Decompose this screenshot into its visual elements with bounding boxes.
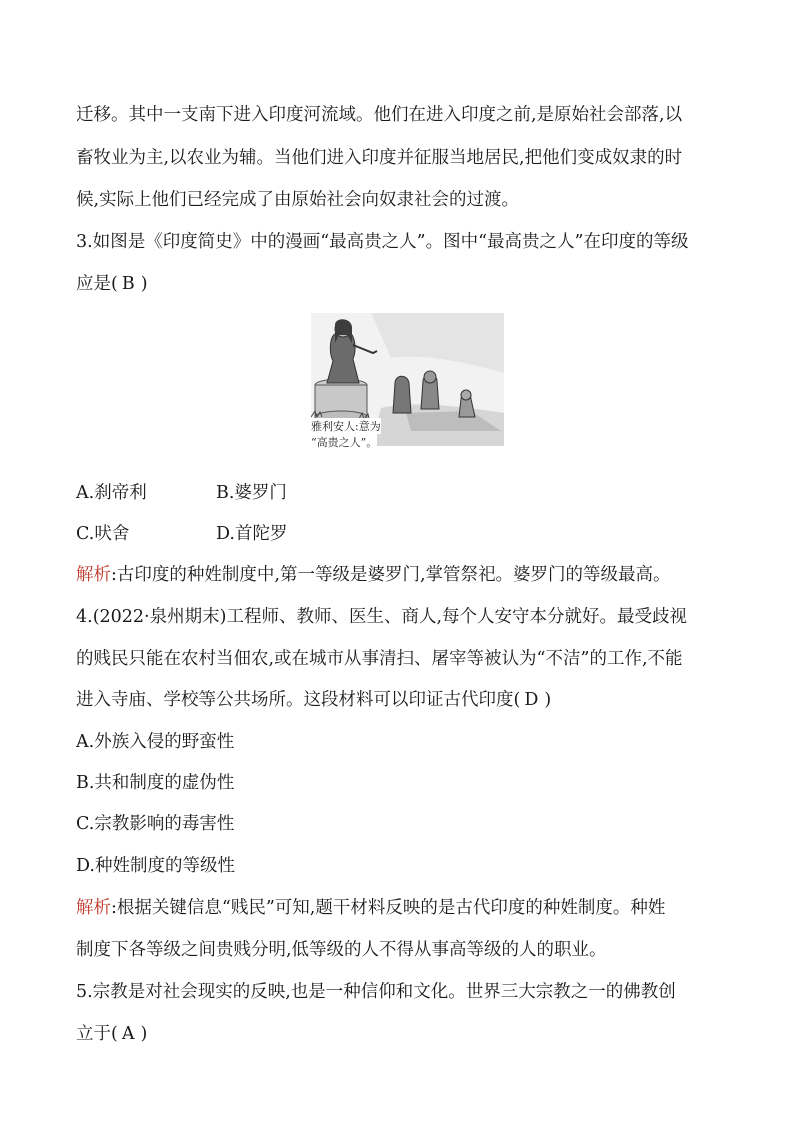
q4-stem-line-3	[76, 689, 551, 711]
q4-analysis-line-1	[76, 897, 665, 919]
q4-analysis-text-1: :根据关键信息“贱民”可知,题干材料反映的是古代印度的种姓制度。种姓	[111, 898, 666, 918]
q5-stem-line-2	[76, 1023, 147, 1045]
q4-option-a: A.外族入侵的野蛮性	[76, 732, 235, 752]
q4-stem-text: 进入寺庙、学校等公共场所。这段材料可以印证古代印度(	[76, 690, 521, 710]
q4-option-b: B.共和制度的虚伪性	[76, 773, 235, 793]
q5-paren-close: )	[140, 1024, 148, 1044]
q3-stem-line-1: 3.如图是《印度简史》中的漫画“最高贵之人”。图中“最高贵之人”在印度的等级	[76, 232, 689, 252]
q5-answer: A	[121, 1024, 135, 1044]
q5-stem-text: 立于(	[76, 1024, 118, 1044]
figure-caption-line-1: 雅利安人:意为	[311, 420, 381, 433]
q3-answer: B	[121, 274, 135, 294]
q4-stem-line-1: 4.(2022·泉州期末)工程师、教师、医生、商人,每个人安守本分就好。最受歧视	[76, 607, 688, 627]
q4-analysis-label: 解析	[76, 898, 111, 918]
q4-paren-close: )	[544, 690, 552, 710]
q3-option-a: A.刹帝利	[76, 483, 147, 503]
figure-caption-line-2: “高贵之人”。	[311, 436, 378, 449]
q4-option-c: C.宗教影响的毒害性	[76, 814, 235, 834]
aryan-cartoon-image	[311, 313, 504, 449]
q5-stem-line-1: 5.宗教是对社会现实的反映,也是一种信仰和文化。世界三大宗教之一的佛教创	[76, 982, 676, 1002]
q3-paren-open: 应是(	[76, 274, 118, 294]
q3-option-d: D.首陀罗	[216, 524, 288, 544]
q3-option-b: B.婆罗门	[216, 483, 287, 503]
q3-analysis-text: :古印度的种姓制度中,第一等级是婆罗门,掌管祭祀。婆罗门的等级最高。	[111, 565, 671, 585]
q3-paren-close: )	[140, 274, 148, 294]
intro-line-2: 畜牧业为主,以农业为辅。当他们进入印度并征服当地居民,把他们变成奴隶的时	[76, 148, 683, 168]
q3-analysis-label: 解析	[76, 565, 111, 585]
q4-stem-line-2: 的贱民只能在农村当佃农,或在城市从事清扫、屠宰等被认为“不洁”的工作,不能	[76, 649, 683, 669]
intro-line-1: 迁移。其中一支南下进入印度河流域。他们在进入印度之前,是原始社会部落,以	[76, 105, 683, 125]
q3-stem-line-2	[76, 273, 148, 295]
intro-line-3: 候,实际上他们已经完成了由原始社会向奴隶社会的过渡。	[76, 190, 520, 210]
q4-analysis-line-2: 制度下各等级之间贵贱分明,低等级的人不得从事高等级的人的职业。	[76, 940, 607, 960]
q4-answer: D	[524, 690, 539, 710]
q4-option-d: D.种姓制度的等级性	[76, 856, 235, 876]
q3-option-c: C.吠舍	[76, 524, 130, 544]
q3-analysis	[76, 564, 671, 586]
